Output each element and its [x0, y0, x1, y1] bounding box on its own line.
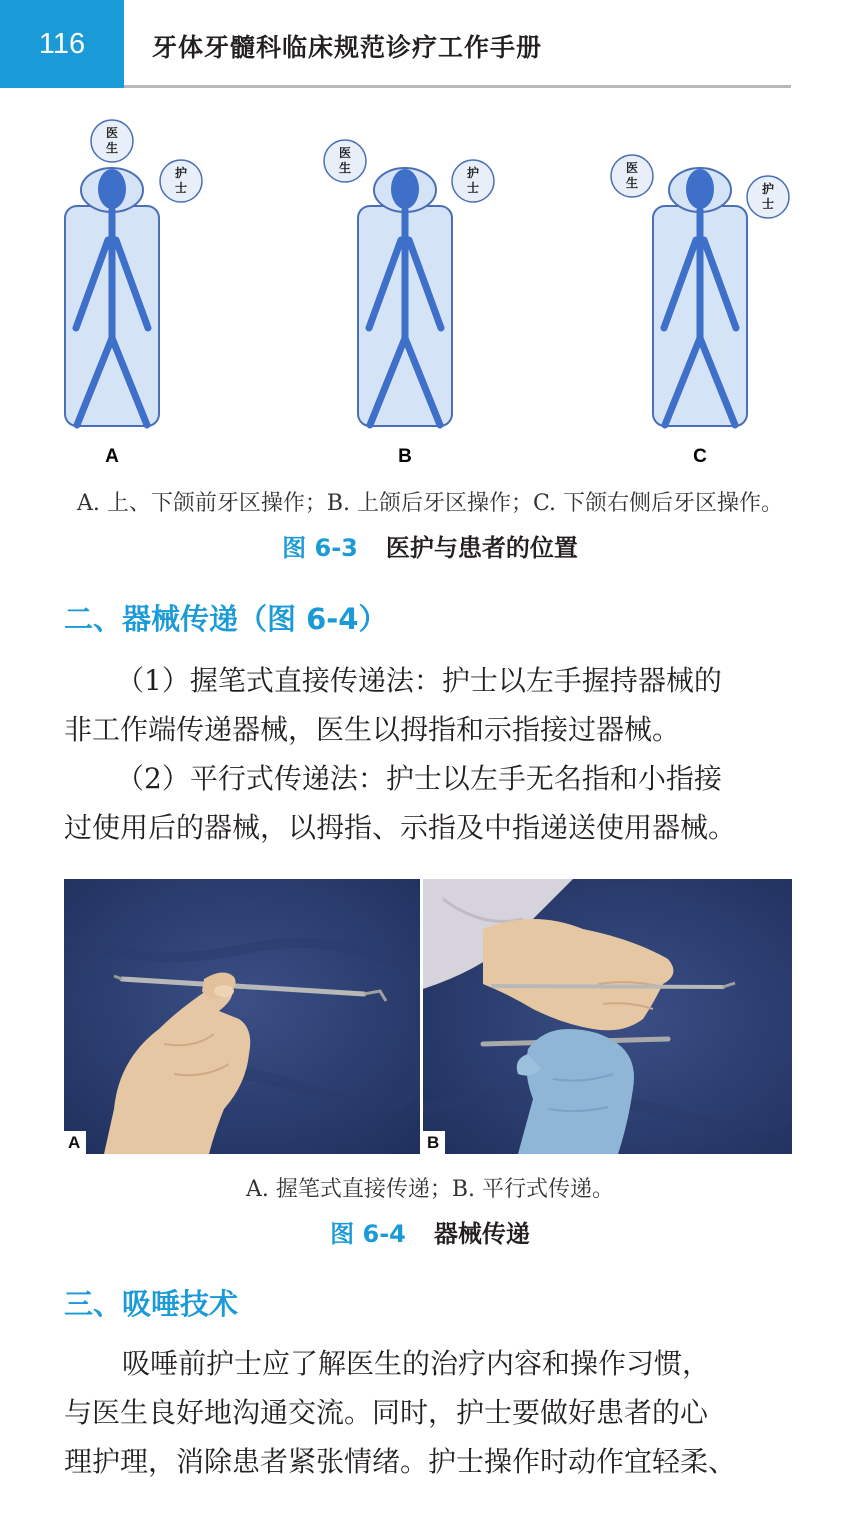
doctor-bubble-b [324, 140, 366, 182]
paragraph-line: （1）握笔式直接传递法：护士以左手握持器械的 [116, 664, 722, 697]
paragraph-line: 理护理，消除患者紧张情绪。护士操作时动作宜轻柔、 [64, 1445, 737, 1478]
paragraph-line: 过使用后的器械，以拇指、示指及中指递送使用器械。 [64, 811, 737, 844]
figure-6-4-title [0, 1214, 860, 1249]
panel-letter-a: A [105, 446, 119, 467]
photo-label-b: B [423, 1131, 445, 1154]
photo-parallel-passing [423, 879, 792, 1154]
nurse-label-char-2: 士 [466, 181, 480, 195]
paragraph-line: 吸唾前护士应了解医生的治疗内容和操作习惯， [122, 1347, 711, 1380]
paragraph-line: 非工作端传递器械，医生以拇指和示指接过器械。 [64, 713, 681, 746]
nurse-label-char-2: 士 [174, 181, 188, 195]
nurse-label-char-1: 护 [761, 182, 775, 196]
nurse-bubble-c [747, 176, 789, 218]
header-rule [124, 85, 791, 88]
figure-6-4-caption: A. 握笔式直接传递；B. 平行式传递。 [245, 1177, 615, 1202]
paragraph-line: （2）平行式传递法：护士以左手无名指和小指接 [116, 762, 722, 795]
book-title: 牙体牙髓科临床规范诊疗工作手册 [152, 33, 543, 62]
page-number: 116 [0, 0, 124, 88]
nurse-bubble-b [452, 160, 494, 202]
panel-letter-c: C [693, 446, 707, 467]
figure-number: 图 6-4 [330, 1220, 406, 1248]
paragraph-line: 与医生良好地沟通交流。同时，护士要做好患者的心 [64, 1396, 709, 1429]
photo-pen-grasp-passing [64, 879, 420, 1154]
figure-6-3-title [0, 528, 860, 563]
nurse-label-char-1: 护 [174, 166, 188, 180]
doctor-label-char-1: 医 [105, 126, 119, 140]
figure-title-text: 器械传递 [433, 1220, 530, 1248]
section-heading-instrument-passing: 二、器械传递（图 6-4） [64, 602, 388, 636]
nurse-label-char-1: 护 [466, 166, 480, 180]
figure-title-text: 医护与患者的位置 [385, 534, 578, 562]
panel-letter-b: B [398, 446, 412, 467]
doctor-label-char-2: 生 [105, 141, 119, 155]
section-heading-suction-technique: 三、吸唾技术 [64, 1287, 239, 1321]
nurse-label-char-2: 士 [761, 197, 775, 211]
figure-6-3-diagram [0, 100, 860, 480]
doctor-bubble-a [91, 120, 133, 162]
doctor-bubble-c [611, 155, 653, 197]
doctor-label-char-1: 医 [625, 161, 639, 175]
figure-6-3-caption: A. 上、下颌前牙区操作；B. 上颌后牙区操作；C. 下颌右侧后牙区操作。 [76, 491, 784, 516]
doctor-label-char-2: 生 [625, 176, 639, 190]
doctor-label-char-2: 生 [338, 161, 352, 175]
photo-label-a: A [64, 1131, 86, 1154]
figure-number: 图 6-3 [282, 534, 358, 562]
doctor-label-char-1: 医 [338, 146, 352, 160]
nurse-bubble-a [160, 160, 202, 202]
